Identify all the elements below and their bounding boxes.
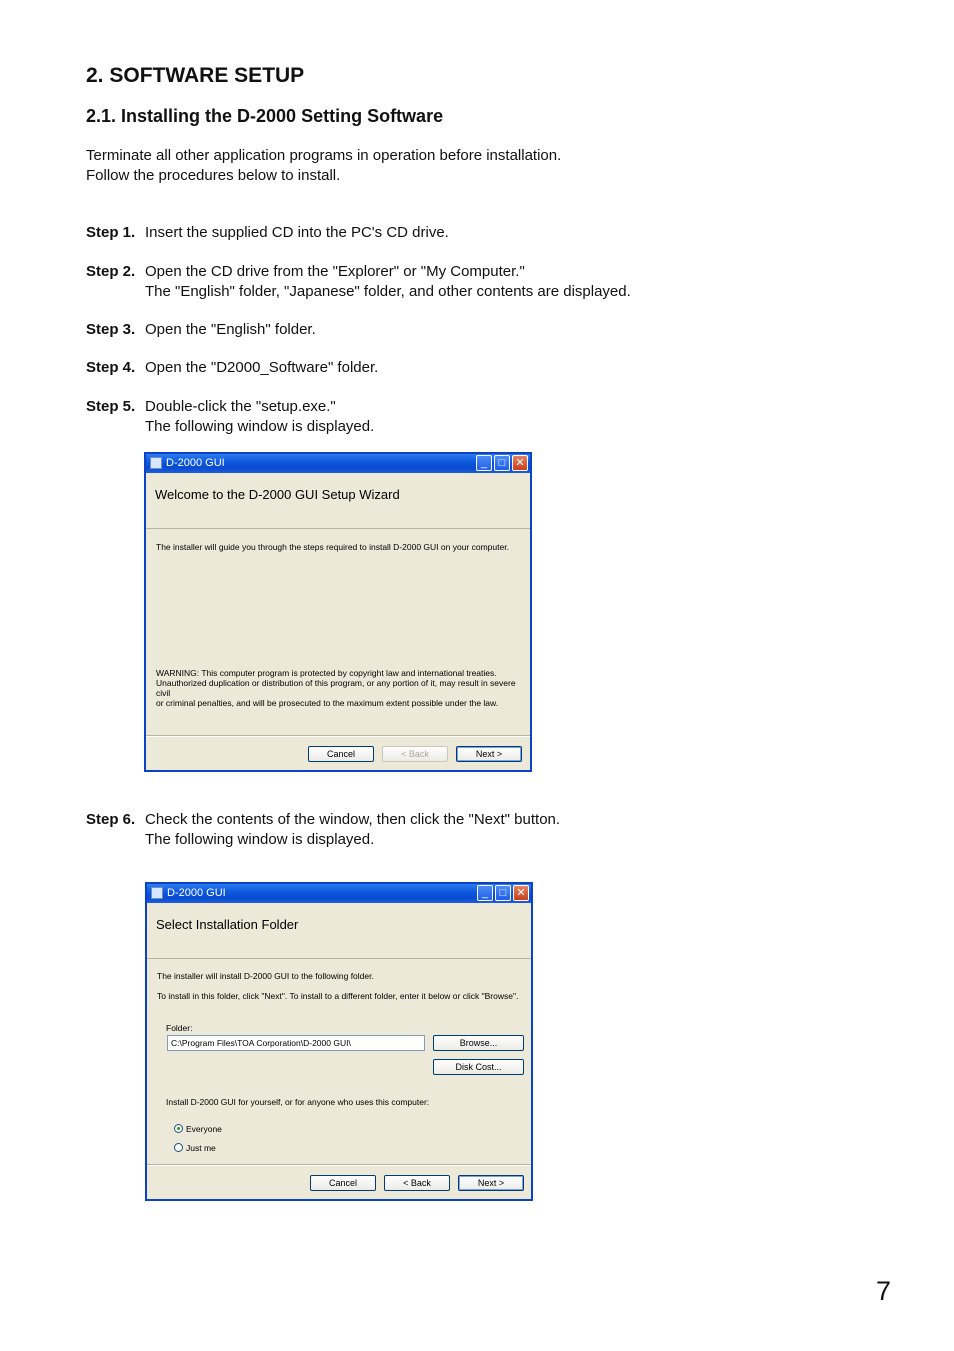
footer-divider	[146, 735, 530, 737]
intro-paragraph	[86, 146, 561, 186]
step-label: Step 1.	[86, 224, 136, 241]
step-1	[86, 223, 449, 243]
cancel-button[interactable]: Cancel	[308, 746, 374, 762]
install-info-text: The installer will install D-2000 GUI to the following folder.	[157, 971, 374, 981]
step-text: Open the "D2000_Software" folder.	[145, 359, 379, 376]
disk-cost-button[interactable]: Disk Cost...	[433, 1059, 524, 1075]
title-bar[interactable]	[147, 884, 531, 903]
page-number: 7	[876, 1276, 892, 1306]
intro-line: Follow the procedures below to install.	[86, 167, 341, 184]
step-label: Step 6.	[86, 811, 136, 828]
copyright-warning	[156, 668, 530, 708]
select-folder-window	[145, 882, 533, 1201]
title-bar[interactable]	[146, 454, 530, 473]
everyone-label[interactable]: Everyone	[186, 1124, 222, 1134]
folder-label: Folder:	[166, 1023, 193, 1033]
close-icon[interactable]: ✕	[512, 455, 528, 471]
step-5	[86, 397, 374, 436]
back-button[interactable]: < Back	[382, 746, 448, 762]
cancel-button[interactable]: Cancel	[310, 1175, 376, 1191]
close-icon[interactable]: ✕	[513, 885, 529, 901]
maximize-icon[interactable]: □	[494, 455, 510, 471]
install-for-label: Install D-2000 GUI for yourself, or for anyone who uses this computer:	[166, 1097, 430, 1107]
everyone-radio[interactable]	[174, 1124, 183, 1133]
step-3	[86, 320, 316, 340]
warning-line: or criminal penalties, and will be prosecuted to the maximum extent possible under the law.	[156, 698, 499, 708]
folder-input[interactable]: C:\Program Files\TOA Corporation\D-2000 GUI\	[167, 1035, 425, 1051]
back-button[interactable]: < Back	[384, 1175, 450, 1191]
step-text: Double-click the "setup.exe."	[145, 398, 336, 415]
install-instructions-text: To install in this folder, click "Next". To install to a different folder, enter it below or click "Browse".	[157, 991, 519, 1001]
subsection-heading: 2.1. Installing the D-2000 Setting Software	[86, 106, 444, 126]
wizard-header-title: Welcome to the D-2000 GUI Setup Wizard	[155, 487, 400, 502]
warning-line: Unauthorized duplication or distribution of this program, or any portion of it, may result in severe civil	[156, 678, 516, 698]
step-label: Step 5.	[86, 398, 136, 415]
step-continuation: The following window is displayed.	[145, 417, 375, 435]
step-label: Step 4.	[86, 359, 136, 376]
wizard-header-title: Select Installation Folder	[156, 917, 299, 932]
footer-divider	[147, 1164, 531, 1166]
minimize-icon[interactable]: _	[477, 885, 493, 901]
warning-line: WARNING: This computer program is protected by copyright law and international treaties.	[156, 668, 497, 678]
next-button[interactable]: Next >	[456, 746, 522, 762]
minimize-icon[interactable]: _	[476, 455, 492, 471]
wizard-header	[146, 473, 530, 529]
setup-wizard-welcome-window	[144, 452, 532, 772]
just-me-radio[interactable]	[174, 1143, 183, 1152]
step-text: Check the contents of the window, then click the "Next" button.	[145, 811, 561, 828]
window-title: D-2000 GUI	[167, 887, 226, 899]
step-6	[86, 810, 560, 849]
app-icon	[150, 457, 162, 469]
maximize-icon[interactable]: □	[495, 885, 511, 901]
step-2	[86, 262, 631, 301]
step-text: Open the "English" folder.	[145, 321, 316, 338]
window-title: D-2000 GUI	[166, 457, 225, 469]
intro-line: Terminate all other application programs in operation before installation.	[86, 147, 562, 164]
step-text: Open the CD drive from the "Explorer" or "My Computer."	[145, 263, 525, 280]
step-continuation: The "English" folder, "Japanese" folder, and other contents are displayed.	[145, 282, 631, 300]
app-icon	[151, 887, 163, 899]
step-continuation: The following window is displayed.	[145, 830, 375, 848]
step-label: Step 2.	[86, 263, 136, 280]
step-label: Step 3.	[86, 321, 136, 338]
step-4	[86, 358, 378, 378]
wizard-intro-text: The installer will guide you through the steps required to install D-2000 GUI on your computer.	[156, 542, 509, 552]
just-me-label[interactable]: Just me	[186, 1143, 216, 1153]
wizard-header	[147, 903, 531, 959]
browse-button[interactable]: Browse...	[433, 1035, 524, 1051]
step-text: Insert the supplied CD into the PC's CD drive.	[145, 224, 449, 241]
section-heading: 2. SOFTWARE SETUP	[86, 64, 305, 87]
next-button[interactable]: Next >	[458, 1175, 524, 1191]
